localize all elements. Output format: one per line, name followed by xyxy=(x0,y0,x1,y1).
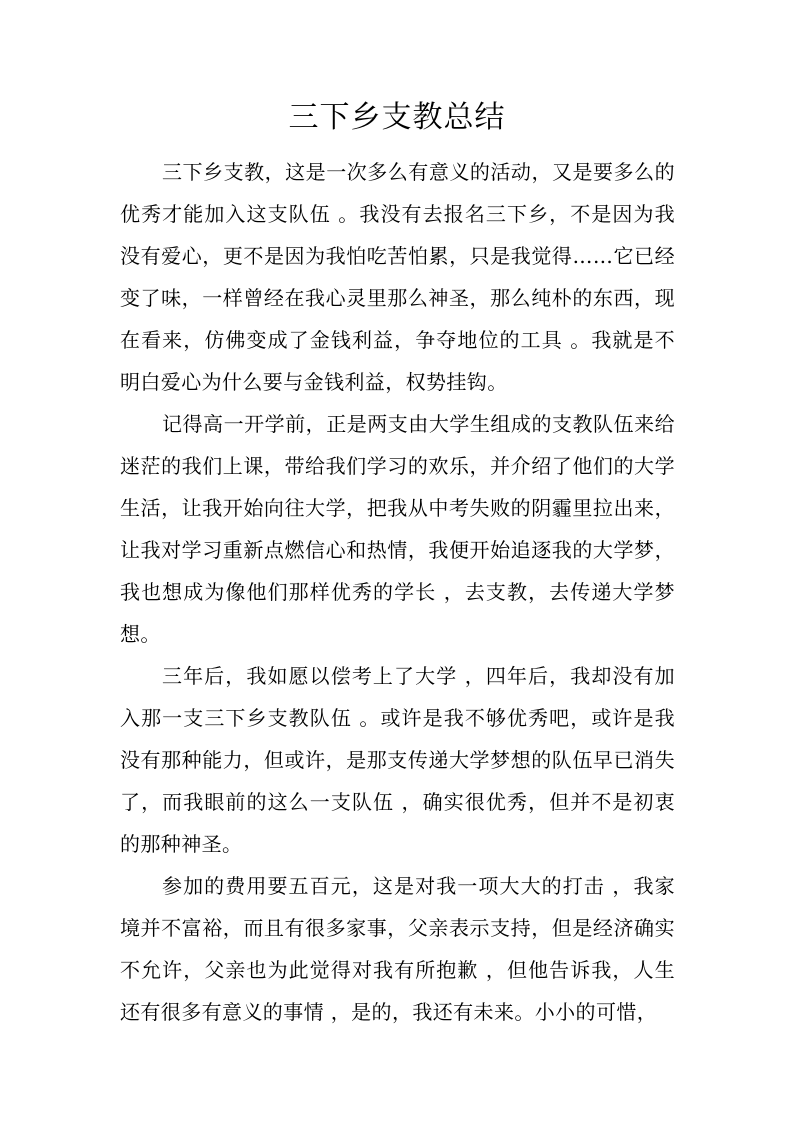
document-title: 三下乡支教总结 xyxy=(288,100,506,135)
document-body xyxy=(120,151,675,1033)
paragraph-2: 记得高一开学前，正是两支由大学生组成的支教队伍来给迷茫的我们上课，带给我们学习的欢乐，并介绍了他们的大学生活，让我开始向往大学，把我从中考失败的阴霾里拉出来，让我对学习重新点燃信心和热情，我便开始追逐我的大学梦，我也想成为像他们那样优秀的学长 ，去支教，去传递大学梦想。 xyxy=(120,412,675,646)
paragraph-1: 三下乡支教，这是一次多么有意义的活动，又是要多么的优秀才能加入这支队伍 。我没有去报名三下乡，不是因为我没有爱心，更不是因为我怕吃苦怕累，只是我觉得……它已经变了味，一样曾经在我心灵里那么神圣，那么纯朴的东西，现在看来，仿佛变成了金钱利益，争夺地位的工具 。我就是不明白爱心为什么要与金钱利益，权势挂钩。 xyxy=(120,160,675,394)
paragraph-3: 三年后，我如愿以偿考上了大学 ，四年后，我却没有加入那一支三下乡支教队伍 。或许是我不够优秀吧，或许是我没有那种能力，但或许，是那支传递大学梦想的队伍早已消失了，而我眼前的这么一支队伍 ，确实很优秀，但并不是初衷的那种神圣。 xyxy=(120,664,675,856)
paragraph-4: 参加的费用要五百元，这是对我一项大大的打击 ，我家境并不富裕，而且有很多家事，父亲表示支持，但是经济确实不允许，父亲也为此觉得对我有所抱歉 ，但他告诉我，人生还有很多有意义的事情 ，是的，我还有未来。小小的可惜， xyxy=(120,874,675,1024)
